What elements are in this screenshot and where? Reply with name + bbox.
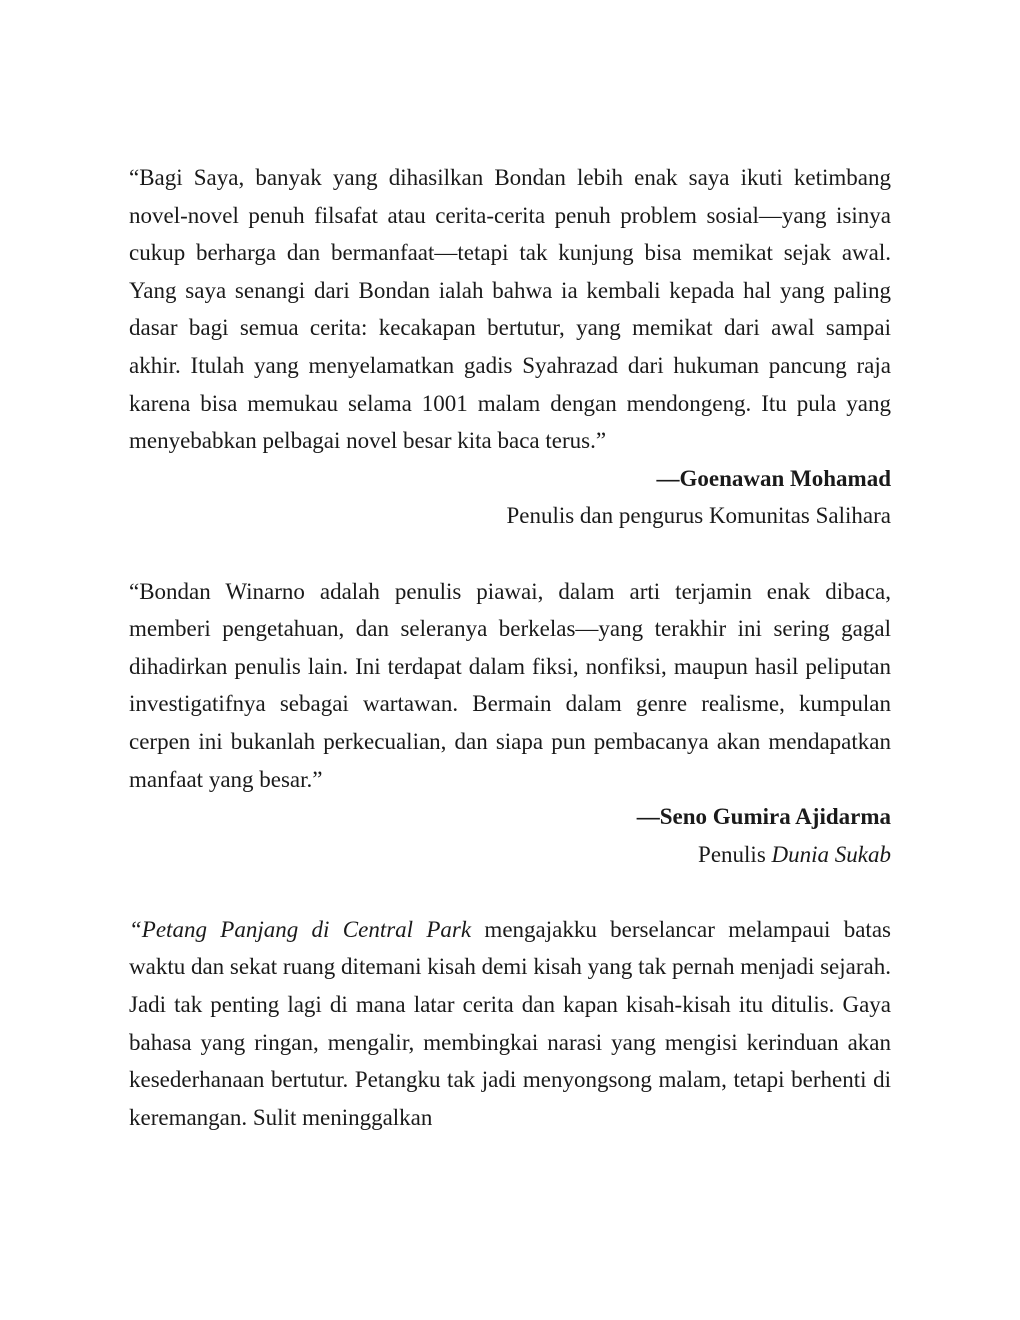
- blurb-spacer: [129, 873, 891, 911]
- blurb-author-goenawan: —Goenawan Mohamad: [656, 465, 891, 491]
- blurb-quote-petang: [129, 911, 891, 1137]
- blurb-quote-petang-text: mengajakku berselancar melampaui batas waktu dan sekat ruang ditemani kisah demi kisah yang tak pernah menjadi sejarah. Jadi tak penting lagi di mana latar cerita dan kapan kisah-kisah itu ditulis. Gaya bahasa yang ringan, mengalir, membingkai narasi yang mengisi kerinduan akan kesederhanaan bertutur. Petangku tak jadi menyongsong malam, tetapi berhenti di keremangan. Sulit meninggalkan: [129, 916, 891, 1130]
- blurb-author-seno: —Seno Gumira Ajidarma: [636, 804, 891, 830]
- blurb-quote-goenawan: “Bagi Saya, banyak yang dihasilkan Bondan lebih enak saya ikuti ketimbang novel-novel penuh filsafat atau cerita-cerita penuh problem sosial—yang isinya cukup berharga dan bermanfaat—tetapi tak kunjung bisa memikat sejak awal. Yang saya senangi dari Bondan ialah bahwa ia kembali kepada hal yang paling dasar bagi semua cerita: kecakapan bertutur, yang memikat dari awal sampai akhir. Itulah yang menyelamatkan gadis Syahrazad dari hukuman pancung raja karena bisa memukau selama 1001 malam dengan mendongeng. Itu pula yang menyebabkan pelbagai novel besar kita baca terus.”: [129, 165, 891, 454]
- blurb-quote-petang-book-title: “Petang Panjang di Central Park: [129, 916, 472, 942]
- blurb-role-seno: [129, 836, 891, 874]
- blurb-role-seno-prefix: Penulis: [698, 841, 772, 867]
- blurb-role-goenawan: Penulis dan pengurus Komunitas Salihara: [506, 503, 891, 529]
- blurb-quote-seno: “Bondan Winarno adalah penulis piawai, dalam arti terjamin enak dibaca, memberi pengetahuan, dan seleranya berkelas—yang terakhir ini sering gagal dihadirkan penulis lain. Ini terdapat dalam fiksi, nonfiksi, maupun hasil peliputan investigatifnya sebagai wartawan. Bermain dalam genre realisme, kumpulan cerpen ini bukanlah perkecualian, dan siapa pun pembacanya akan mendapatkan manfaat yang besar.”: [129, 578, 891, 792]
- blurb-role-seno-book-title: Dunia Sukab: [771, 841, 891, 867]
- blurb-spacer: [129, 535, 891, 573]
- page-body: [129, 159, 891, 1136]
